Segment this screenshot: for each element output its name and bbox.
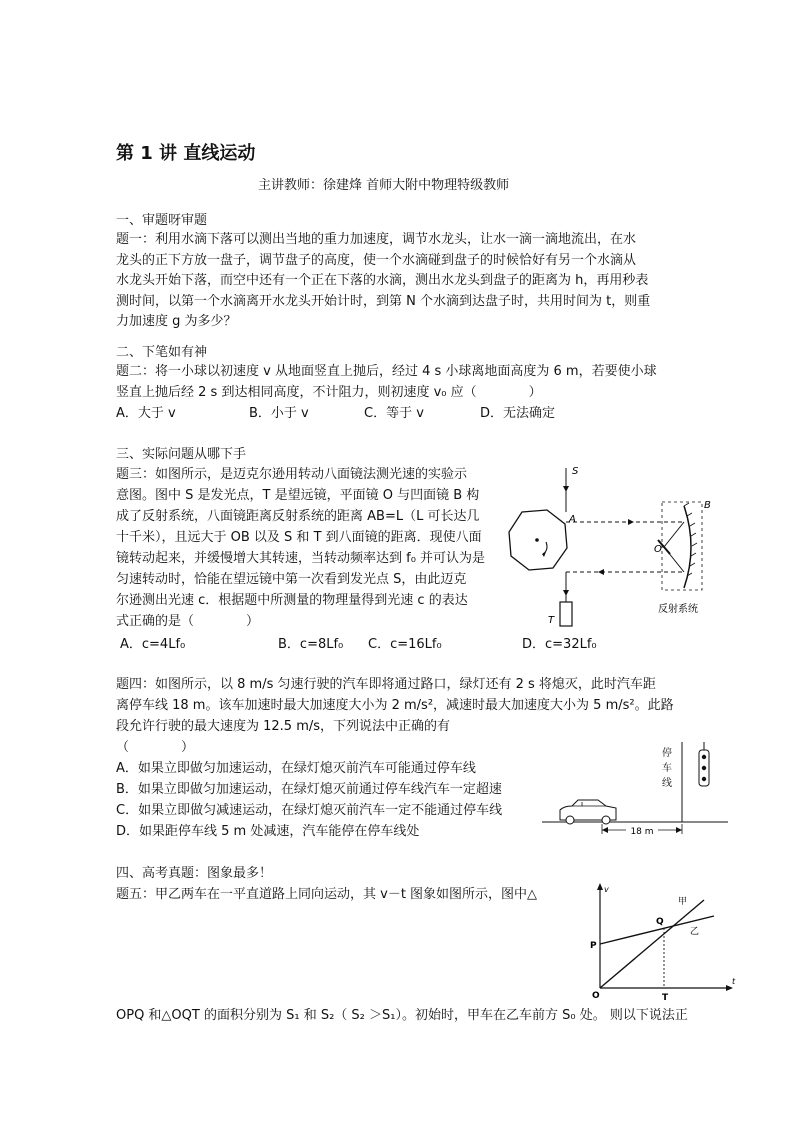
traffic-light-lamp [702,755,706,759]
q3-option-b: B．c=8Lf₀ [278,637,344,652]
q2-option-b: B．小于 v [249,406,309,421]
q2-line: 题二：将一小球以初速度 v 从地面竖直上抛后，经过 4 s 小球离地面高度为 6 m，若要使小球 [116,364,657,379]
ray-arrowhead [628,519,634,525]
q4-line: 离停车线 18 m。该车加速时最大加速度大小为 2 m/s²，减速时最大加速度大小为 5 m/s²。此路 [116,698,674,713]
q3-line: 成了反射系统，八面镜距离反射系统的距离 AB=L（L 可长达几 [116,509,480,524]
q5-vt-graph [586,880,736,1003]
reflection-system-caption: 反射系统 [658,604,698,615]
telescope [560,602,572,626]
q3-line: 十千米），且远大于 OB 以及 S 和 T 到八面镜的距离．现使八面 [116,530,482,545]
label-v: v [604,885,609,894]
q3-octagon-mirror-figure [498,462,720,632]
q2-option-a: A．大于 v [116,406,176,421]
q3-option-a: A．c=4Lf₀ [120,637,186,652]
q1-line: 水龙头开始下落，而空中还有一个正在下落的水滴，测出水龙头到盘子的距离为 h，再用秒表 [116,273,649,288]
question-1 [116,230,650,333]
section-heading-4: 四、高考真题：图象最多！ [116,866,273,881]
car-wheel [602,816,610,824]
q1-line: 题一：利用水滴下落可以测出当地的重力加速度，调节水龙头，让水一滴一滴地流出，在水 [116,232,637,247]
q3-line: 匀速转动时，恰能在望远镜中第一次看到发光点 S，由此迈克 [116,572,467,587]
q1-line: 力加速度 g 为多少？ [116,314,237,329]
q2-option-d: D．无法确定 [480,406,556,421]
reflection-system-box [662,502,702,590]
q2-option-c: C．等于 v [364,406,424,421]
lesson-title: 第 1 讲 直线运动 [116,143,256,164]
section-heading-2: 二、下笔如有神 [116,345,208,360]
q1-line: 测时间，以第一个水滴离开水龙头开始计时，到第 N 个水滴到达盘子时，共用时间为 t，则重 [116,293,651,309]
label-a: A [569,514,576,525]
q4-option-a: A．如果立即做匀加速运动，在绿灯熄灭前汽车可能通过停车线 [116,761,476,776]
q4-option-b: B．如果立即做匀加速运动，在绿灯熄灭前通过停车线汽车一定超速 [116,782,502,797]
q3-line: 式正确的是（ ） [116,614,260,629]
label-s: S [572,466,579,477]
axis-arrowhead [597,883,603,890]
label-p: P [590,941,597,951]
ray-arrowhead [563,590,569,596]
section-heading-3: 三、实际问题从哪下手 [116,447,247,462]
label-q: Q [656,917,664,927]
q3-line: 镜转动起来，并缓慢增大其转速，当转动频率达到 f₀ 并可认为是 [116,551,486,566]
ray-arrowhead [598,569,604,575]
q2-options [116,404,576,424]
q4-line: 题四：如图所示，以 8 m/s 匀速行驶的汽车即将通过路口，绿灯还有 2 s 将熄灭，此时汽车距 [116,677,656,692]
label-yi: 乙 [690,927,700,937]
rotation-arrow-icon [543,542,547,554]
question-2 [116,362,657,403]
label-jia: 甲 [678,897,688,907]
section-heading-1: 一、审题呀审题 [116,213,208,228]
q4-option-c: C．如果立即做匀减速运动，在绿灯熄灭前汽车一定不能通过停车线 [116,803,503,818]
q4-line: （ ） [116,740,195,755]
distance-label: 18 m [630,827,654,837]
q3-line: 题三：如图所示，是迈克尔逊用转动八面镜法测光速的实验示 [116,467,468,482]
label-t-point: T [662,993,669,1003]
label-t: t [732,977,736,986]
dimension-arrowhead [676,827,682,833]
traffic-light-lamp [702,777,706,781]
label-t: T [548,615,555,626]
lesson-subtitle: 主讲教师：徐建烽 首师大附中物理特级教师 [258,178,510,193]
q3-line: 意图。图中 S 是发光点，T 是望远镜，平面镜 O 与凹面镜 B 构 [116,488,480,503]
mirror-axis [535,538,539,542]
line-jia [600,900,704,988]
q3-option-c: C．c=16Lf₀ [368,637,442,652]
q3-line: 尔逊测出光速 c．根据题中所测量的物理量得到光速 c 的表达 [116,593,468,608]
traffic-light-lamp [702,766,706,770]
ray-o-b [664,522,684,547]
q5-line: 题五：甲乙两车在一平直道路上同向运动，其 v－t 图象如图所示，图中△ [116,887,538,902]
dimension-arrowhead [602,827,608,833]
q3-options [116,635,597,655]
question-3 [116,464,485,632]
label-o: O [654,544,662,555]
q2-line: 竖直上抛后经 2 s 到达相同高度，不计阻力，则初速度 v₀ 应（ ） [116,384,542,400]
q4-traffic-figure [542,742,732,844]
label-o: O [592,991,600,1001]
q1-line: 龙头的正下方放一盘子，调节盘子的高度，使一个水滴碰到盘子的时候恰好有另一个水滴从 [116,252,637,268]
q5-line: OPQ 和△OQT 的面积分别为 S₁ 和 S₂（ S₂ ＞S₁）。初始时，甲车在乙车前方 S₀ 处。 则以下说法正 [116,1008,688,1023]
q3-option-d: D．c=32Lf₀ [522,637,597,652]
car-wheel [566,816,574,824]
stop-line-label-text: 停 车 线 [662,748,672,789]
q4-option-d: D．如果距停车线 5 m 处减速，汽车能停在停车线处 [116,824,420,839]
ray-arrowhead [563,486,569,492]
label-b: B [704,500,711,511]
q4-line: 段允许行驶的最大速度为 12.5 m/s，下列说法中正确的有 [116,719,451,734]
